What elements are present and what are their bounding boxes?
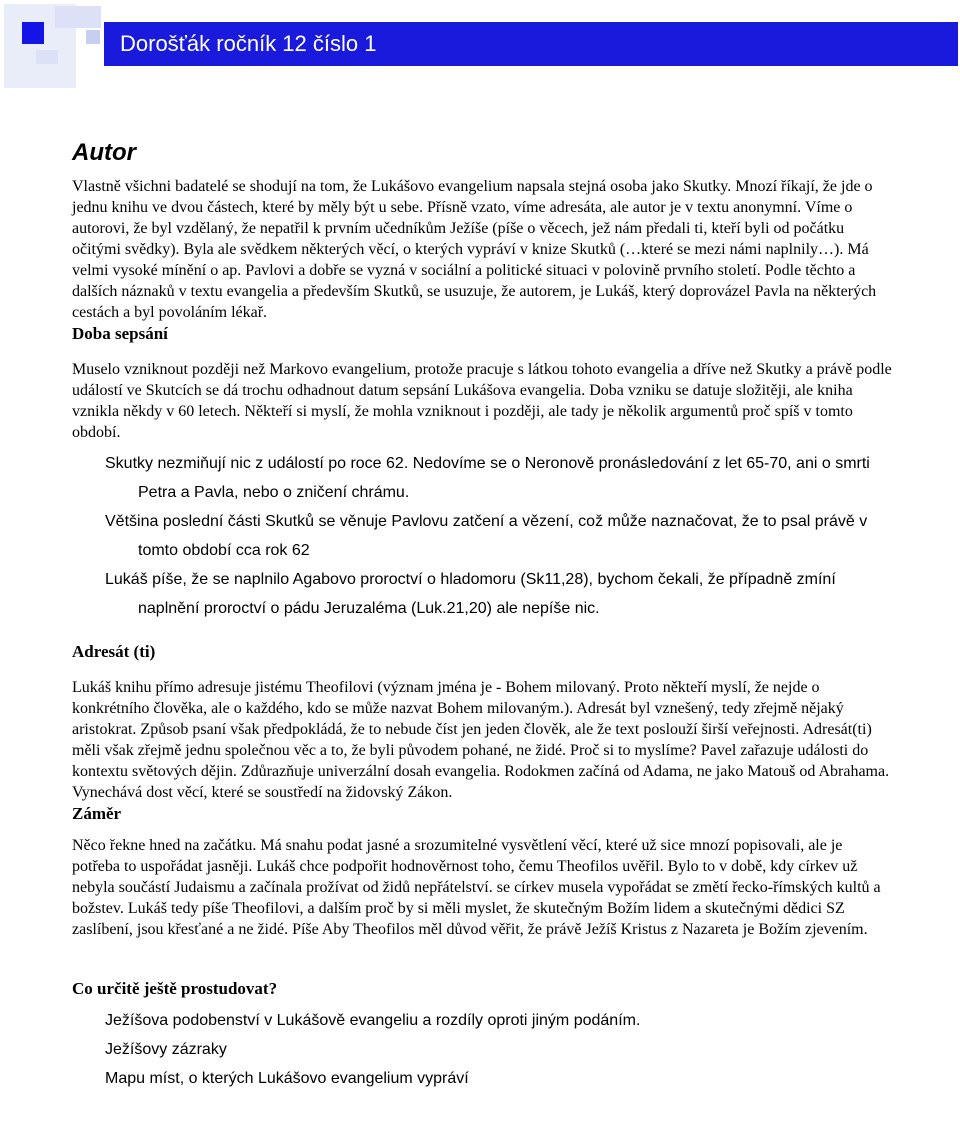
header-decoration [36,50,58,64]
section-heading-adresat: Adresát (ti) [72,642,156,661]
header-decoration [86,30,100,44]
section-heading-zamer: Záměr [72,804,122,823]
list-item: Mapu míst, o kterých Lukášovo evangelium vypráví [105,1070,469,1087]
list-item: Ježíšova podobenství v Lukášově evangeliu a rozdíly oproti jiným podáním. [105,1012,641,1029]
document-title: Dorošťák ročník 12 číslo 1 [104,22,958,66]
document-body [72,138,892,1093]
list-item: Ježíšovy zázraky [105,1041,227,1058]
section-text-doba-sepsani: Muselo vzniknout později než Markovo evangelium, protože pracuje s látkou tohoto evangelia a dříve než Skutky a právě podle událostí ve Skutcích se dá trochu odhadnout datum sepsání Lukášova evangelia. Doba vzniku se datuje složitěji, ale kniha vznikla někdy v 60 letech. Někteří si myslí, že mohla vzniknout i později, ale tady je několik argumentů proč spíš v tomto období. [72,361,892,441]
list-item: Skutky nezmiňují nic z událostí po roce 62. Nedovíme se o Neronově pronásledování z let 65-70, ani o smrti Petra a Pavla, nebo o zničení chrámu. [105,455,870,501]
list-item: Lukáš píše, že se naplnilo Agabovo proroctví o hladomoru (Sk11,28), bychom čekali, že případně zmíní naplnění proroctví o pádu Jeruzaléma (Luk.21,20) ale nepíše nic. [105,571,836,617]
section-heading-autor: Autor [72,139,136,166]
section-text-zamer: Něco řekne hned na začátku. Má snahu podat jasné a srozumitelné vysvětlení věcí, které už sice mnozí popisovali, ale je potřeba to uspořádat jasněji. Lukáš chce podpořit hodnověrnost toho, čemu Theofilos uvěřil. Bylo to v době, kdy církev už nebyla součástí Judaismu a začínala prožívat od židů nepřátelství. se církev musela vypořádat se změtí řecko-římských kultů a božstev. Lukáš tedy píše Theofilovi, a dalším proč by si měli myslet, že skutečným Božím lidem a skutečnými dědici SZ zaslíbení, jsou křesťané a ne židé. Píše Aby Theofilos měl důvod věřit, že právě Ježíš Kristus z Nazareta je Božím zjevením. [72,837,881,938]
list-item: Většina poslední části Skutků se věnuje Pavlovu zatčení a vězení, což může naznačovat, že to psal právě v tomto období cca rok 62 [105,513,868,559]
study-list [72,1006,892,1093]
header-decoration [22,22,44,44]
section-text-adresat: Lukáš knihu přímo adresuje jistému Theofilovi (význam jména je - Bohem milovaný. Proto někteří myslí, že nejde o konkrétního člověka, ale o každého, kdo se může nazvat Bohem milovaným.). Adresát byl vznešený, tedy zřejmě nějaký aristokrat. Způsob psaní však předpokládá, že to nebude číst jen jeden člověk, ale že text poslouží širší veřejnosti. Adresát(ti) měli však zřejmě jednu společnou věc a to, že byli původem pohané, ne židé. Proč si to myslíme? Pavel zařazuje události do kontextu světových dějin. Zdůrazňuje univerzální dosah evangelia. Rodokmen začíná od Adama, ne jako Matouš od Abrahama. Vynechává dost věcí, které se soustředí na židovský Zákon. [72,679,890,801]
section-heading-prostudovat: Co určitě ještě prostudovat? [72,979,278,998]
section-heading-doba-sepsani: Doba sepsání [72,324,168,343]
arguments-list [72,449,892,623]
section-text-autor: Vlastně všichni badatelé se shodují na tom, že Lukášovo evangelium napsala stejná osoba jako Skutky. Mnozí říkají, že jde o jednu knihu ve dvou částech, které by měly být u sebe. Přísně vzato, víme adresáta, ale autor je v textu anonymní. Víme o autorovi, že byl vzdělaný, že nepatřil k prvním učedníkům Ježíše (píše o věcech, jež nám předali ti, kteří byli od počátku očitými svědky). Byla ale svědkem některých věcí, o kterých vypráví v knize Skutků (…které se mezi námi naplnily…). Má velmi vysoké mínění o ap. Pavlovi a dobře se vyzná v sociální a politické situaci v polovině prvního století. Podle těchto a dalších náznaků v textu evangelia a především Skutků, se usuzuje, že autorem, je Lukáš, který doprovázel Pavla na některých cestách a byl povoláním lékař. [72,178,877,321]
page-header [0,0,960,92]
header-decoration [55,6,101,28]
